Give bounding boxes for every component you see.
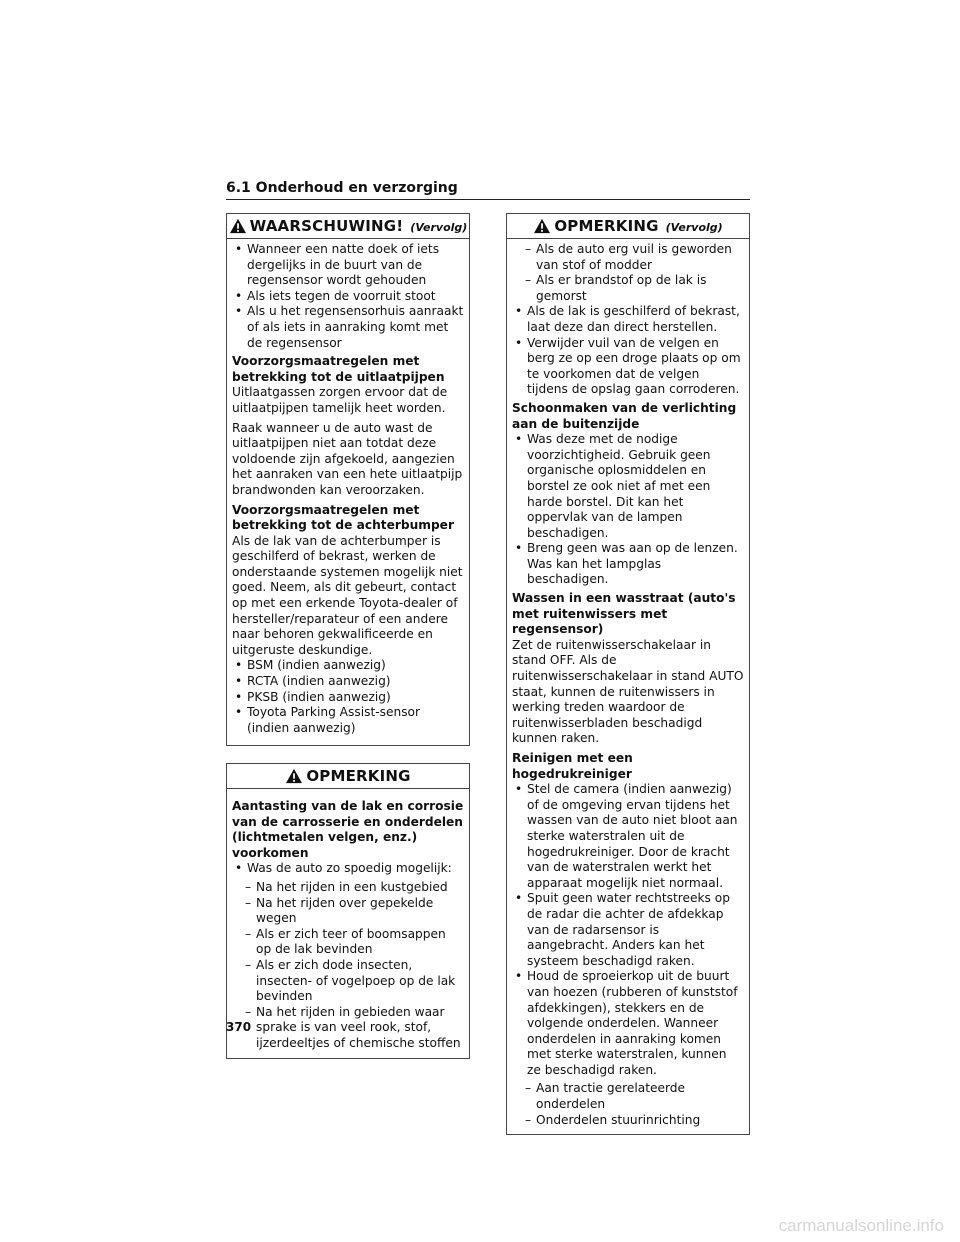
list-item: • Als iets tegen de voorruit stoot xyxy=(232,289,464,305)
section-header: 6.1 Onderhoud en verzorging xyxy=(226,178,750,200)
list-item: • Breng geen was aan op de lenzen. Was kan het lampglas beschadigen. xyxy=(512,541,744,588)
bumper-paragraph: Als de lak van de achterbumper is geschilferd of bekrast, werken de onderstaande systemen mogelijk niet goed. Neem, als dit gebeurt, contact op met een erkende Toyota-dealer of hersteller/reparateur of een andere naar behoren gekwalificeerde en uitgeruste deskundige. xyxy=(232,533,463,657)
carwash-heading: Wassen in een wasstraat (auto's met ruitenwissers met regensensor) xyxy=(512,591,736,637)
warning-box-header xyxy=(227,214,469,239)
list-item: – Na het rijden over gepekelde wegen xyxy=(232,896,464,927)
list-item-text: Was de auto zo spoedig mogelijk: xyxy=(247,861,452,876)
components-list xyxy=(512,1081,744,1128)
warning-title: WAARSCHUWING! xyxy=(249,217,404,235)
continued-label: (Vervolg) xyxy=(410,221,468,234)
notice-box xyxy=(226,763,470,1059)
list-item: – Onderdelen stuurinrichting xyxy=(512,1113,744,1129)
list-item: • Was deze met de nodige voorzichtigheid. Gebruik geen organische oplosmiddelen en borstel ze ook niet af met een harde borstel. Dit kan het oppervlak van de lampen beschadigen. xyxy=(512,432,744,541)
list-item: • Houd de sproeierkop uit de buurt van hoezen (rubberen of kunststof afdekkingen), stekkers en de volgende onderdelen. Wanneer onderdelen in aanraking komen met sterke waterstralen, kunnen ze beschadigd raken. xyxy=(512,969,744,1078)
list-item xyxy=(232,861,464,877)
exhaust-paragraph-1: Uitlaatgassen zorgen ervoor dat de uitlaatpijpen tamelijk heet worden. xyxy=(232,385,448,415)
exhaust-heading: Voorzorgsmaatregelen met betrekking tot de uitlaatpijpen xyxy=(232,354,445,384)
notice-continued-header xyxy=(507,214,749,239)
warning-triangle-icon xyxy=(229,218,247,234)
notice-box-continued xyxy=(506,213,750,1135)
notice-continued-body xyxy=(507,239,749,1134)
paint-corrosion-heading: Aantasting van de lak en corrosie van de carrosserie en onderdelen (lichtmetalen velgen, enz.) voorkomen xyxy=(232,799,464,860)
list-item: • Verwijder vuil van de velgen en berg ze op een droge plaats op om te voorkomen dat de velgen tijdens de opslag gaan corroderen. xyxy=(512,336,744,398)
watermark: carmanualsonline.info xyxy=(778,1216,944,1235)
list-item: – Als er zich teer of boomsappen op de lak bevinden xyxy=(232,927,464,958)
page-number: 370 xyxy=(226,1020,252,1034)
list-item: • PKSB (indien aanwezig) xyxy=(232,690,464,706)
list-item: – Aan tractie gerelateerde onderdelen xyxy=(512,1081,744,1112)
list-item: – Na het rijden in gebieden waar sprake is van veel rook, stof, ijzerdeeltjes of chemische stoffen xyxy=(232,1005,464,1052)
list-item: • Als u het regensensorhuis aanraakt of als iets in aanraking komt met de regensensor xyxy=(232,304,464,351)
pressure-washer-heading: Reinigen met een hogedrukreiniger xyxy=(512,751,633,781)
list-item: • Toyota Parking Assist-sensor (indien aanwezig) xyxy=(232,705,464,736)
notice-title: OPMERKING xyxy=(554,217,659,235)
bumper-heading: Voorzorgsmaatregelen met betrekking tot de achterbumper xyxy=(232,502,454,533)
notice-box-header xyxy=(227,764,469,789)
continued-label: (Vervolg) xyxy=(665,221,723,234)
notice-triangle-icon xyxy=(285,768,303,784)
bumper-systems-list xyxy=(232,658,464,736)
list-item: • Stel de camera (indien aanwezig) of de omgeving ervan tijdens het wassen van de auto niet bloot aan sterke waterstralen uit de hogedrukreiniger. Door de kracht van de waterstralen werkt het apparaat mogelijk niet normaal. xyxy=(512,782,744,891)
lights-list xyxy=(512,432,744,588)
rain-sensor-list xyxy=(232,242,464,351)
list-item: – Als er zich dode insecten, insecten- of vogelpoep op de lak bevinden xyxy=(232,958,464,1005)
list-item: • RCTA (indien aanwezig) xyxy=(232,674,464,690)
lights-heading: Schoonmaken van de verlichting aan de buitenzijde xyxy=(512,400,737,431)
list-item: – Als de auto erg vuil is geworden van stof of modder xyxy=(512,242,744,273)
list-item: – Als er brandstof op de lak is gemorst xyxy=(512,273,744,304)
warning-box-body xyxy=(227,239,469,745)
notice-title: OPMERKING xyxy=(306,767,411,785)
list-item: • Spuit geen water rechtstreeks op de radar die achter de afdekkap van de radarsensor is aangebracht. Anders kan het systeem beschadigd raken. xyxy=(512,891,744,969)
carwash-paragraph: Zet de ruitenwisserschakelaar in stand OFF. Als de ruitenwisserschakelaar in stand AUTO staat, kunnen de ruitenwissers in werking treden waardoor de ruitenwisserbladen beschadigd kunnen raken. xyxy=(512,637,744,746)
list-item: • BSM (indien aanwezig) xyxy=(232,658,464,674)
notice-triangle-icon xyxy=(533,218,551,234)
wash-conditions-list xyxy=(232,880,464,1052)
list-item: – Na het rijden in een kustgebied xyxy=(232,880,464,896)
paint-wheel-list xyxy=(512,304,744,398)
list-item: • Als de lak is geschilferd of bekrast, laat deze dan direct herstellen. xyxy=(512,304,744,335)
wash-list xyxy=(232,861,464,877)
exhaust-paragraph-2: Raak wanneer u de auto wast de uitlaatpijpen niet aan totdat deze voldoende zijn afgekoeld, aangezien het aanraken van een hete uitlaatpijp brandwonden kan veroorzaken. xyxy=(232,420,463,497)
notice-box-body xyxy=(227,789,469,1058)
wash-conditions-list xyxy=(512,242,744,304)
warning-box xyxy=(226,213,470,746)
pressure-washer-list xyxy=(512,782,744,1078)
list-item: • Wanneer een natte doek of iets dergelijks in de buurt van de regensensor wordt gehouden xyxy=(232,242,464,289)
